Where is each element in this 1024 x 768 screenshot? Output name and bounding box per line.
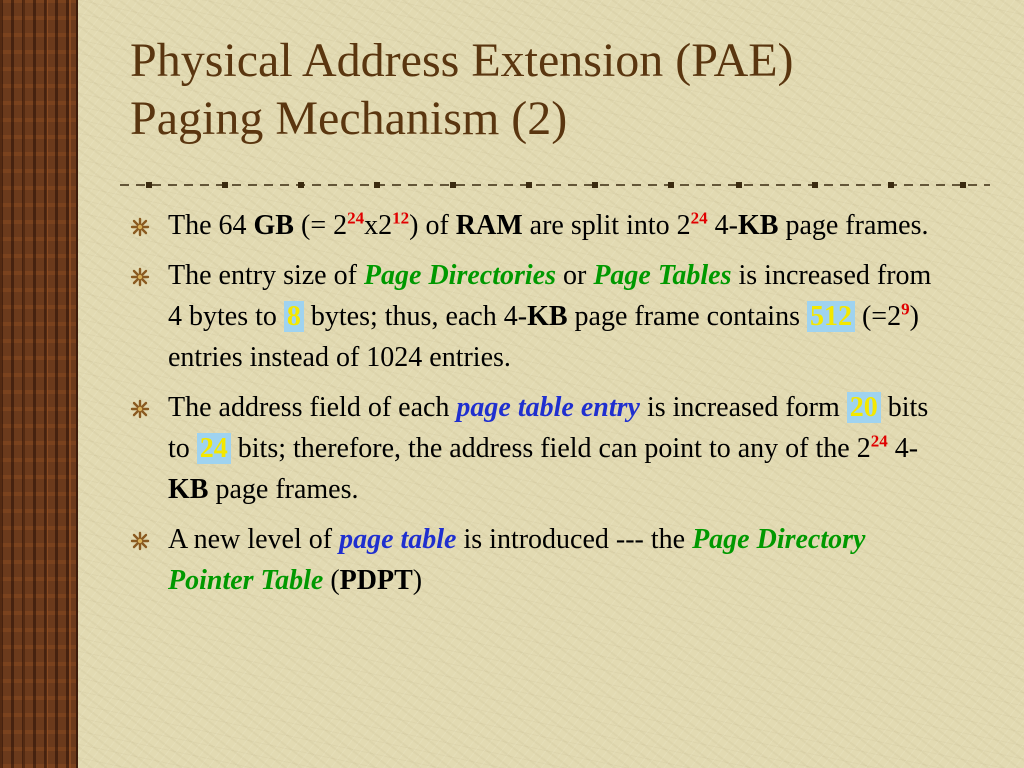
term-pdpt-long: Page Directory Pointer Table — [168, 524, 866, 596]
text: is introduced --- the — [456, 524, 693, 555]
exponent: 24 — [690, 208, 708, 228]
term-page-table: page table — [339, 524, 457, 555]
text: The address field of each — [168, 392, 457, 423]
term-page-table-entry: page table entry — [456, 392, 640, 423]
text: ) — [412, 565, 423, 596]
highlight-value: 24 — [197, 433, 231, 464]
slide-title — [130, 32, 1010, 148]
text: ( — [323, 565, 340, 596]
text: 4- — [887, 433, 919, 464]
asterisk-flower-icon — [130, 267, 150, 287]
term-page-directories: Page Directories — [363, 260, 556, 291]
text: The entry size of — [168, 260, 364, 291]
text: (= 2 — [294, 210, 348, 241]
wood-grain-sidebar — [0, 0, 78, 768]
bullet-item — [130, 519, 950, 601]
term-pdpt: PDPT — [339, 565, 413, 596]
text: ) entries instead of 1024 entries. — [168, 301, 919, 373]
text: (=2 — [854, 301, 902, 332]
asterisk-flower-icon — [130, 399, 150, 419]
text: is increased form — [639, 392, 847, 423]
text: page frames. — [208, 474, 359, 505]
bullet-item — [130, 205, 950, 246]
text: bits to — [168, 392, 929, 464]
text: The 64 — [168, 210, 254, 241]
title-divider — [120, 176, 990, 194]
term-kb: KB — [168, 474, 209, 505]
bullet-item — [130, 255, 950, 378]
text: A new level of — [168, 524, 340, 555]
text: bits; therefore, the address field can point to any of the 2 — [230, 433, 871, 464]
text: is increased from 4 bytes to — [168, 260, 932, 332]
term-kb: KB — [527, 301, 568, 332]
text: 4- — [707, 210, 738, 241]
highlight-value: 8 — [284, 301, 304, 332]
term-ram: RAM — [455, 210, 523, 241]
text: bytes; thus, each 4- — [303, 301, 528, 332]
exponent: 24 — [347, 208, 365, 228]
title-line-2: Paging Mechanism (2) — [130, 92, 568, 145]
term-kb: KB — [737, 210, 779, 241]
text: or — [555, 260, 594, 291]
exponent: 24 — [870, 431, 888, 451]
text: x2 — [364, 210, 393, 241]
term-gb: GB — [253, 210, 294, 241]
asterisk-flower-icon — [130, 217, 150, 237]
exponent: 9 — [901, 299, 910, 319]
text: page frames. — [778, 210, 929, 241]
text: ) of — [409, 210, 456, 241]
text: are split into 2 — [522, 210, 691, 241]
bullet-list — [130, 205, 950, 610]
title-line-1: Physical Address Extension (PAE) — [130, 34, 794, 87]
term-page-tables: Page Tables — [593, 260, 732, 291]
exponent: 12 — [392, 208, 410, 228]
text: page frame contains — [567, 301, 807, 332]
highlight-value: 20 — [847, 392, 881, 423]
highlight-value: 512 — [807, 301, 855, 332]
bullet-item — [130, 387, 950, 510]
asterisk-flower-icon — [130, 531, 150, 551]
